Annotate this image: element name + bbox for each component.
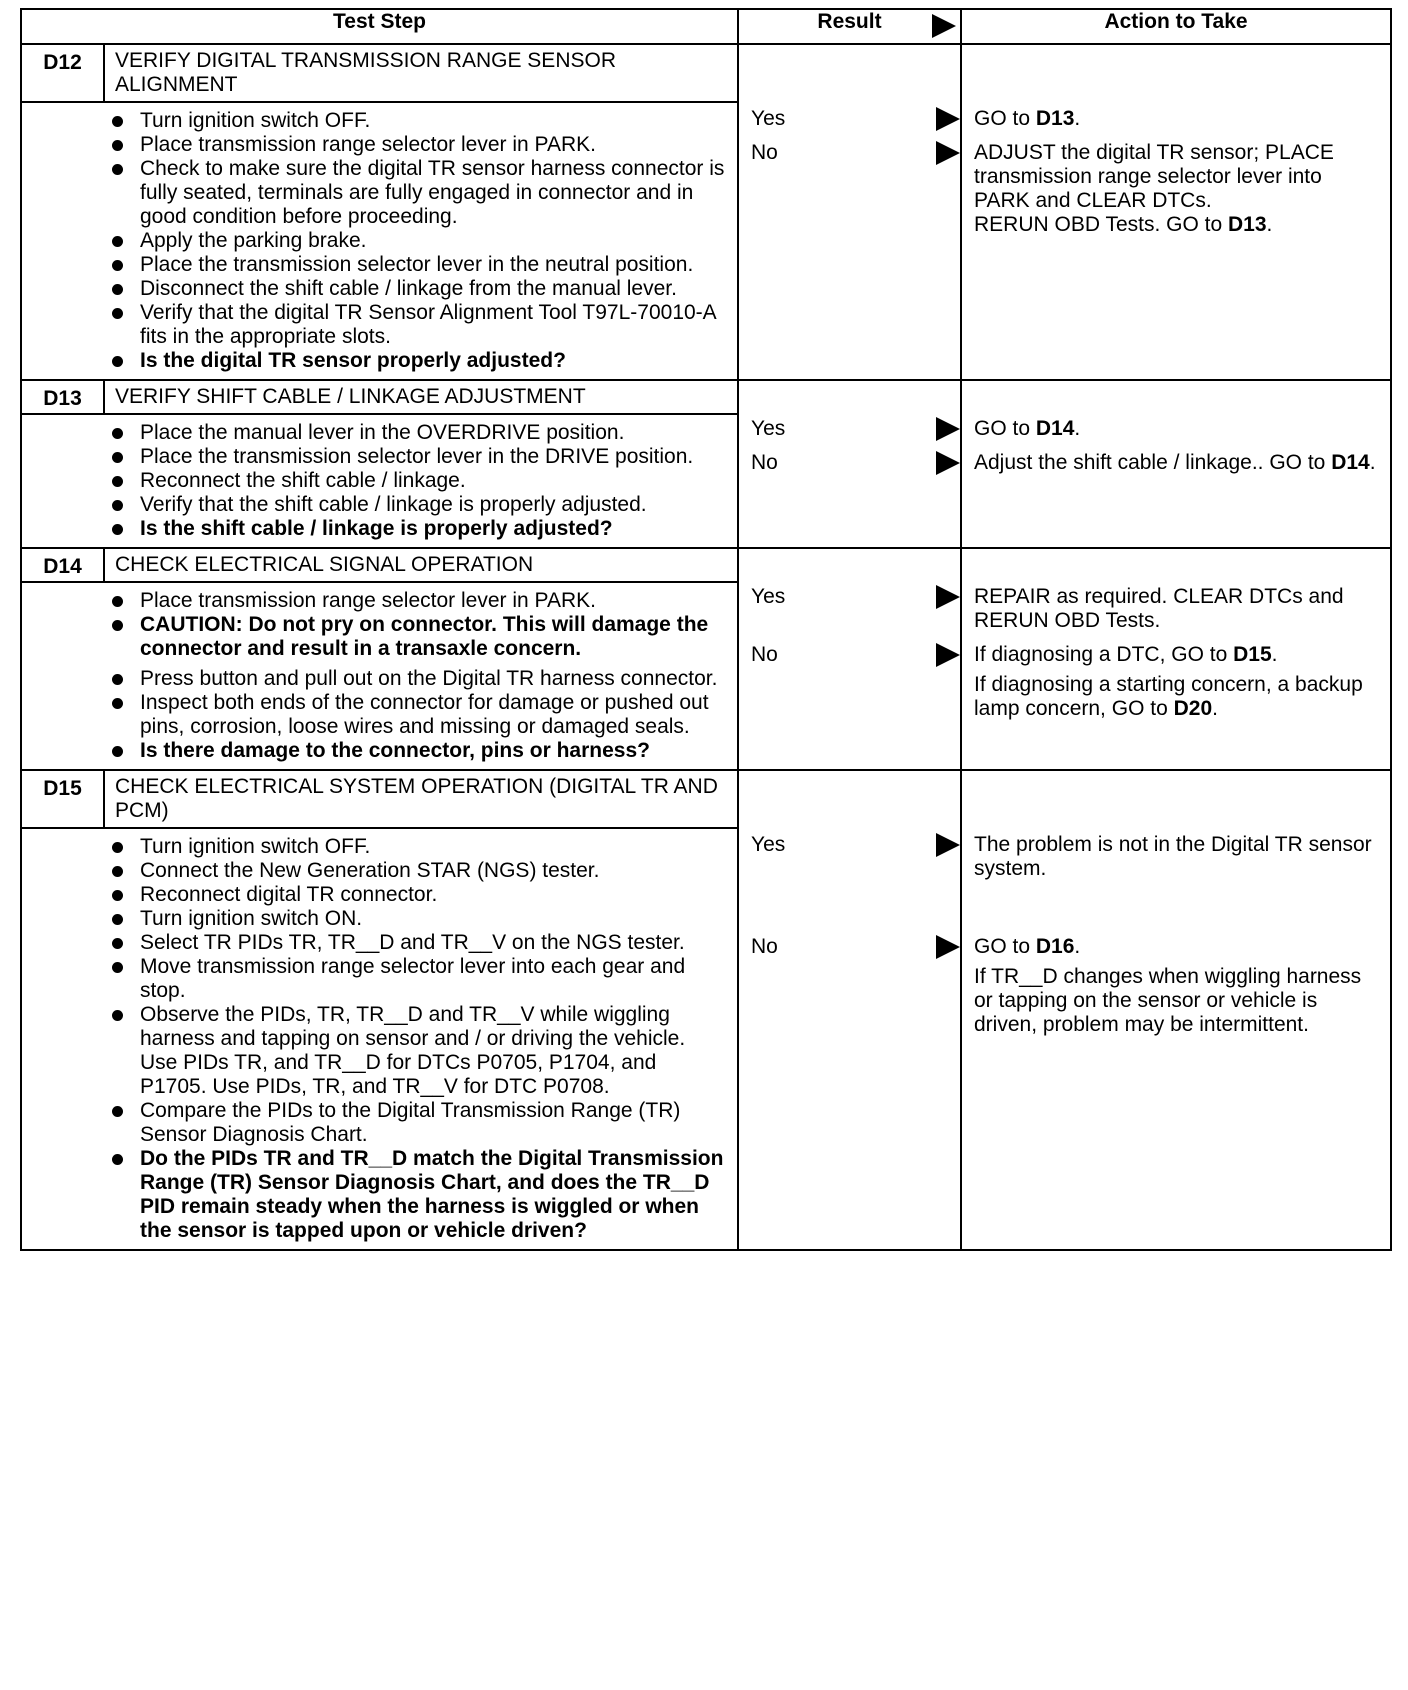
action-cell-d14: [961, 548, 1391, 770]
list-item: Verify that the digital TR Sensor Alignment Tool T97L-70010-A fits in the appropriate slots.: [112, 301, 727, 349]
bullet-list-d13: [22, 421, 727, 541]
result-yes-label: Yes: [751, 107, 786, 130]
result-no-d12: [739, 141, 960, 165]
bullet-list-d12: [22, 109, 727, 373]
list-item: Place transmission range selector lever in PARK.: [112, 133, 727, 157]
result-yes-label: Yes: [751, 585, 786, 608]
action-d12-rerun: RERUN OBD Tests. GO to D13.: [974, 213, 1273, 236]
list-item: Observe the PIDs, TR, TR__D and TR__V while wiggling harness and tapping on sensor and / or driving the vehicle. Use PIDs TR, and TR__D for DTCs P0705, P1704, and P1705. Use PIDs, TR, and TR__V for DTC P0708.: [112, 1003, 727, 1099]
list-item-question: Is the digital TR sensor properly adjusted?: [112, 349, 727, 373]
list-item: Place the manual lever in the OVERDRIVE position.: [112, 421, 727, 445]
arrow-right-icon: [936, 107, 960, 131]
bullet-list-d15: [22, 835, 727, 1243]
action-d13-no: Adjust the shift cable / linkage.. GO to D14.: [974, 451, 1376, 474]
arrow-right-icon: [936, 417, 960, 441]
list-item-question: Do the PIDs TR and TR__D match the Digital Transmission Range (TR) Sensor Diagnosis Chart, and does the TR__D PID remain steady when the harness is wiggled or when the sensor is tapped upon or vehicle driven?: [112, 1147, 727, 1243]
list-item: Apply the parking brake.: [112, 229, 727, 253]
list-item: Turn ignition switch ON.: [112, 907, 727, 931]
table-header-row: [21, 9, 1391, 44]
action-d15-no: GO to D16.: [974, 935, 1081, 958]
result-yes-d12: [739, 107, 960, 131]
list-item: Place the transmission selector lever in the neutral position.: [112, 253, 727, 277]
action-cell-d13: [961, 380, 1391, 548]
action-d12-yes: GO to D13.: [974, 107, 1081, 130]
step-title-row-d13: [21, 380, 1391, 414]
result-cell-d14: [738, 548, 961, 770]
action-d14-no-start: If diagnosing a starting concern, a backup lamp concern, GO to D20.: [974, 673, 1363, 720]
result-no-d14: [739, 643, 960, 667]
list-item: Reconnect digital TR connector.: [112, 883, 727, 907]
list-item: Connect the New Generation STAR (NGS) tester.: [112, 859, 727, 883]
test-step-table: [20, 8, 1392, 1251]
header-result-label: Result: [817, 10, 882, 33]
list-item: Reconnect the shift cable / linkage.: [112, 469, 727, 493]
list-item: Press button and pull out on the Digital TR harness connector.: [112, 667, 727, 691]
list-item: Place the transmission selector lever in the DRIVE position.: [112, 445, 727, 469]
arrow-right-icon: [936, 643, 960, 667]
arrow-right-icon: [936, 141, 960, 165]
result-no-label: No: [751, 451, 778, 474]
action-d13-yes: GO to D14.: [974, 417, 1081, 440]
step-id-d15: D15: [21, 770, 104, 828]
step-id-d12: D12: [21, 44, 104, 102]
list-item: Move transmission range selector lever into each gear and stop.: [112, 955, 727, 1003]
step-body-d15: [21, 828, 738, 1250]
step-id-d13: D13: [21, 380, 104, 414]
action-d15-yes: The problem is not in the Digital TR sensor system.: [974, 833, 1372, 880]
step-title-row-d14: [21, 548, 1391, 582]
step-title-row-d12: [21, 44, 1391, 102]
list-item-question: Is the shift cable / linkage is properly adjusted?: [112, 517, 727, 541]
list-item: Select TR PIDs TR, TR__D and TR__V on the NGS tester.: [112, 931, 727, 955]
list-item: Check to make sure the digital TR sensor harness connector is fully seated, terminals are fully engaged in connector and in good condition before proceeding.: [112, 157, 727, 229]
result-cell-d15: [738, 770, 961, 1250]
list-item: Place transmission range selector lever in PARK.: [112, 589, 727, 613]
list-item: Turn ignition switch OFF.: [112, 109, 727, 133]
diagnostic-table-document: [20, 8, 1390, 1251]
step-id-d14: D14: [21, 548, 104, 582]
result-yes-d13: [739, 417, 960, 441]
action-d14-no-dtc: If diagnosing a DTC, GO to D15.: [974, 643, 1278, 666]
arrow-right-icon: [936, 935, 960, 959]
result-yes-label: Yes: [751, 833, 786, 856]
list-item: Disconnect the shift cable / linkage from the manual lever.: [112, 277, 727, 301]
result-no-label: No: [751, 935, 778, 958]
result-no-d15: [739, 935, 960, 959]
result-no-label: No: [751, 141, 778, 164]
step-title-d14: CHECK ELECTRICAL SIGNAL OPERATION: [104, 548, 738, 582]
action-d14-yes: REPAIR as required. CLEAR DTCs and RERUN OBD Tests.: [974, 585, 1344, 632]
action-d12-no: ADJUST the digital TR sensor; PLACE transmission range selector lever into PARK and CLEAR DTCs.: [974, 141, 1334, 212]
result-cell-d12: [738, 44, 961, 380]
result-no-d13: [739, 451, 960, 475]
step-body-d13: [21, 414, 738, 548]
result-yes-label: Yes: [751, 417, 786, 440]
bullet-list-d14: [22, 589, 727, 763]
step-title-d15: CHECK ELECTRICAL SYSTEM OPERATION (DIGITAL TR AND PCM): [104, 770, 738, 828]
step-title-d13: VERIFY SHIFT CABLE / LINKAGE ADJUSTMENT: [104, 380, 738, 414]
header-result: [738, 9, 961, 44]
result-no-label: No: [751, 643, 778, 666]
arrow-right-icon: [936, 585, 960, 609]
step-body-d14: [21, 582, 738, 770]
action-cell-d15: [961, 770, 1391, 1250]
result-yes-d14: [739, 585, 960, 609]
arrow-right-icon: [936, 451, 960, 475]
action-cell-d12: [961, 44, 1391, 380]
list-item: Compare the PIDs to the Digital Transmission Range (TR) Sensor Diagnosis Chart.: [112, 1099, 727, 1147]
step-title-d12: VERIFY DIGITAL TRANSMISSION RANGE SENSOR ALIGNMENT: [104, 44, 738, 102]
result-yes-d15: [739, 833, 960, 857]
action-d15-intermittent: If TR__D changes when wiggling harness or tapping on the sensor or vehicle is driven, problem may be intermittent.: [974, 965, 1362, 1036]
list-item-caution: CAUTION: Do not pry on connector. This will damage the connector and result in a transaxle concern.: [112, 613, 727, 661]
step-title-row-d15: [21, 770, 1391, 828]
list-item-question: Is there damage to the connector, pins or harness?: [112, 739, 727, 763]
header-test-step: Test Step: [21, 9, 738, 44]
list-item: Inspect both ends of the connector for damage or pushed out pins, corrosion, loose wires and missing or damaged seals.: [112, 691, 727, 739]
header-action: Action to Take: [961, 9, 1391, 44]
result-cell-d13: [738, 380, 961, 548]
list-item: Verify that the shift cable / linkage is properly adjusted.: [112, 493, 727, 517]
arrow-right-icon: [936, 833, 960, 857]
list-item: Turn ignition switch OFF.: [112, 835, 727, 859]
step-body-d12: [21, 102, 738, 380]
arrow-right-icon: [932, 14, 956, 38]
